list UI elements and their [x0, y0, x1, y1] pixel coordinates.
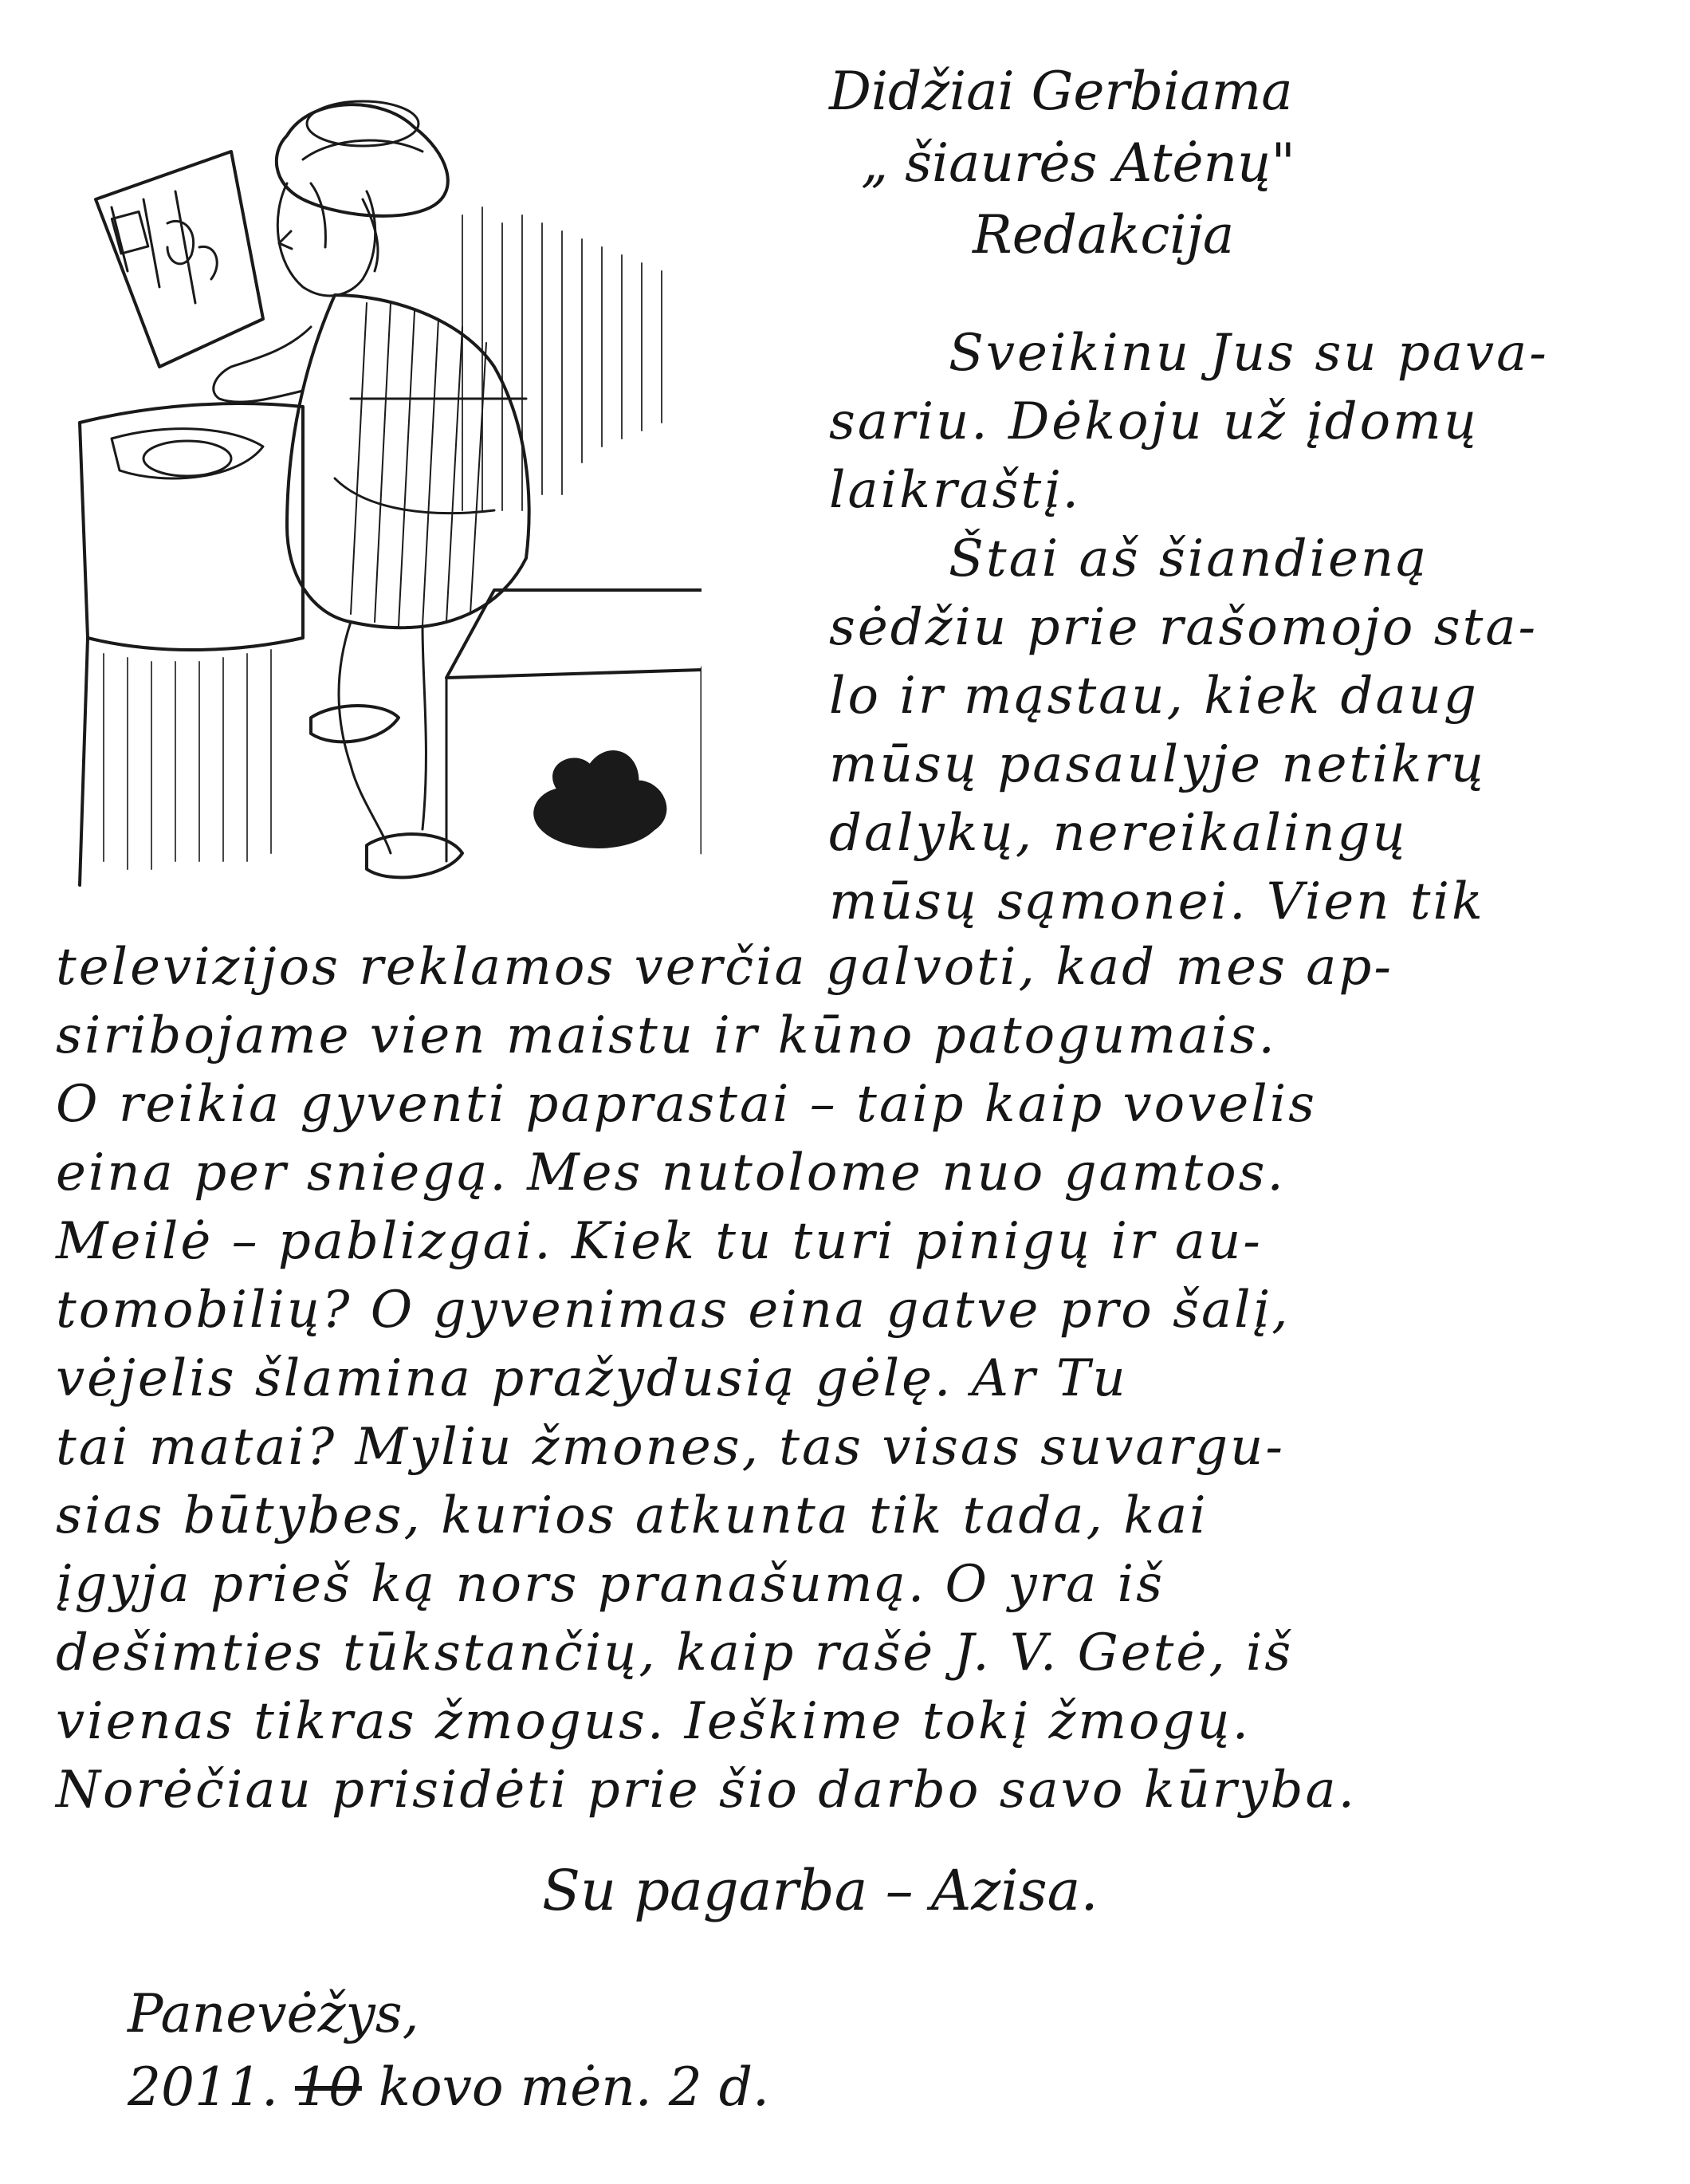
- letter-line: vėjelis šlamina pražydusią gėlę. Ar Tu: [56, 1349, 1128, 1408]
- letter-line: tomobilių? O gyvenimas eina gatve pro šalį,: [56, 1281, 1291, 1340]
- letter-line: O reikia gyventi paprastai – taip kaip vovelis: [56, 1075, 1317, 1134]
- place-and-date: [128, 1977, 769, 2124]
- letter-line: dalykų, nereikalingų: [829, 804, 1408, 863]
- letter-line: eina per sniegą. Mes nutolome nuo gamtos.: [56, 1143, 1286, 1202]
- letter-body-right-column: [829, 319, 1650, 936]
- sketch-man-reading-newspaper: [48, 64, 702, 893]
- letter-line: televizijos reklamos verčia galvoti, kad mes ap-: [56, 938, 1393, 997]
- letter-body-full-width: [56, 933, 1650, 1824]
- date-rest: kovo mėn. 2 d.: [378, 2056, 769, 2118]
- closing-signature: Su pagarba – Azisa.: [542, 1858, 1098, 1923]
- place: Panevėžys,: [128, 1983, 419, 2044]
- letter-line: mūsų pasaulyje netikrų: [829, 735, 1487, 794]
- salutation-line: „ šiaurės Atėnų": [861, 132, 1295, 194]
- letter-line: sias būtybes, kurios atkunta tik tada, kai: [56, 1486, 1209, 1545]
- letter-line: Norėčiau prisidėti prie šio darbo savo kūryba.: [56, 1761, 1357, 1820]
- date: [128, 2051, 769, 2124]
- salutation: [813, 56, 1610, 271]
- letter-line: įgyja prieš ką nors pranašumą. O yra iš: [56, 1555, 1165, 1614]
- letter-line: Meilė – pablizgai. Kiek tu turi pinigų ir au-: [56, 1212, 1263, 1271]
- salutation-line: Didžiai Gerbiama: [829, 61, 1293, 122]
- date-year: 2011.: [128, 2056, 278, 2118]
- date-struck-number: 10: [294, 2056, 362, 2118]
- letter-line: Sveikinu Jus su pava-: [949, 324, 1549, 383]
- letter-line: tai matai? Myliu žmones, tas visas suvargu-: [56, 1418, 1285, 1477]
- letter-line: sariu. Dėkoju už įdomų: [829, 392, 1480, 451]
- letter-line: lo ir mąstau, kiek daug: [829, 667, 1479, 726]
- letter-line: Štai aš šiandieną: [949, 529, 1429, 588]
- salutation-line: Redakcija: [973, 204, 1235, 266]
- letter-line: siribojame vien maistu ir kūno patogumais.: [56, 1006, 1277, 1065]
- letter-line: sėdžiu prie rašomojo sta-: [829, 598, 1539, 657]
- letter-line: mūsų sąmonei. Vien tik: [829, 872, 1485, 931]
- letter-line: dešimties tūkstančių, kaip rašė J. V. Getė, iš: [56, 1623, 1294, 1682]
- letter-line: laikraštį.: [829, 461, 1081, 520]
- letter-line: vienas tikras žmogus. Ieškime tokį žmogų.: [56, 1692, 1252, 1751]
